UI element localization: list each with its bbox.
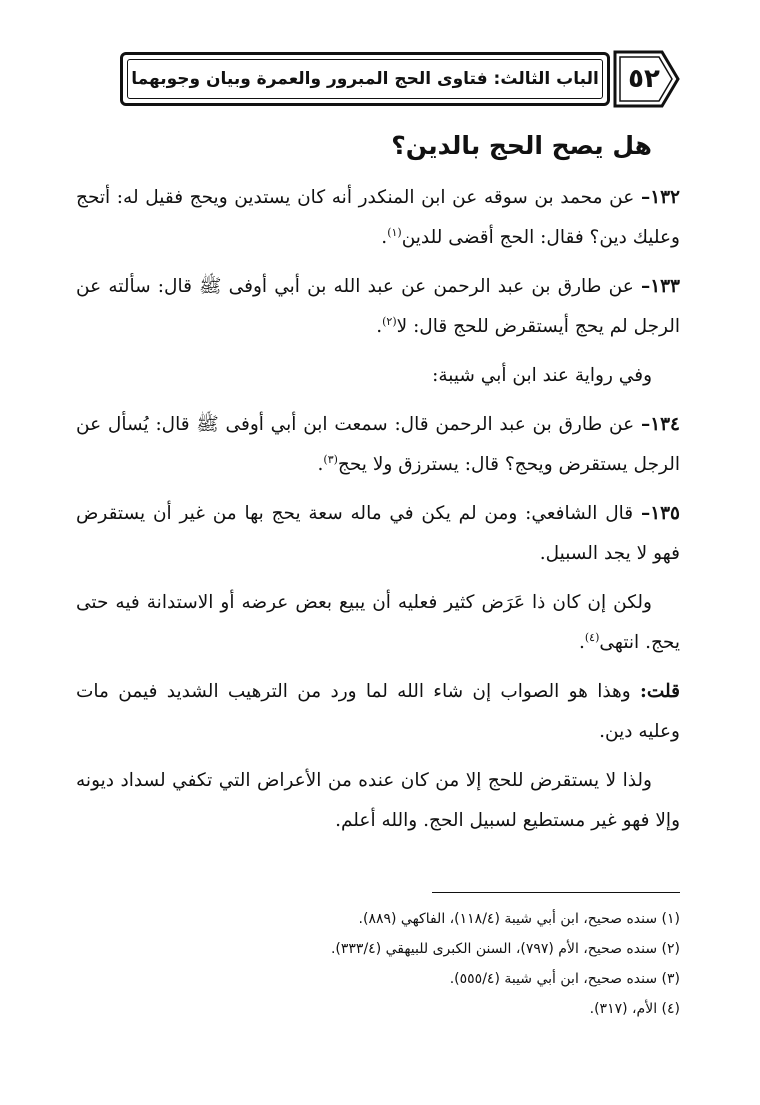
footnote-1: (١) سنده صحيح، ابن أبي شيبة (١١٨/٤)، الفاكهي (٨٨٩). xyxy=(358,911,680,927)
note-text: وهذا هو الصواب إن شاء الله لما ورد من الترهيب الشديد فيمن مات وعليه دين. xyxy=(76,681,680,742)
entry-number: ١٣٥– xyxy=(640,503,680,524)
entry-text: عن محمد بن سوقه عن ابن المنكدر أنه كان يستدين ويحج فقيل له: أتحج وعليك دين؟ فقال: الحج أقضى للدين xyxy=(76,187,680,248)
closing-paragraph: ولذا لا يستقرض للحج إلا من كان عنده من الأعراض التي تكفي لسداد ديونه وإلا فهو غير مستطيع لسبيل الحج. والله أعلم. xyxy=(76,770,680,831)
footnote-ref: (٢) xyxy=(382,314,397,328)
entry-punct: . xyxy=(376,316,383,337)
continuation-paragraph xyxy=(76,583,680,663)
footnote-ref: (١) xyxy=(387,225,402,239)
narration-intro: وفي رواية عند ابن أبي شيبة: xyxy=(432,365,652,386)
entry-134 xyxy=(76,405,680,485)
author-note xyxy=(76,672,680,752)
entry-135 xyxy=(76,494,680,574)
page-body xyxy=(76,120,680,850)
entry-132 xyxy=(76,178,680,258)
footnote-separator xyxy=(432,892,680,893)
page-number: ٥٢ xyxy=(628,64,660,94)
entry-133 xyxy=(76,267,680,347)
page-number-tab xyxy=(612,46,682,112)
entry-text: قال الشافعي: ومن لم يكن في ماله سعة يحج بها من غير أن يستقرض فهو لا يجد السبيل. xyxy=(76,503,680,564)
footnote-ref: (٤) xyxy=(584,630,600,644)
chapter-title: الباب الثالث: فتاوى الحج المبرور والعمرة وبيان وجوبهما xyxy=(131,69,599,89)
entry-number: ١٣٢– xyxy=(640,187,680,208)
paragraph-text: ولكن إن كان ذا عَرَض كثير فعليه أن يبيع بعض عرضه أو الاستدانة فيه حتى يحج. انتهى xyxy=(76,592,680,653)
note-lead: قلت: xyxy=(640,681,680,702)
section-title: هل يصح الحج بالدين؟ xyxy=(391,131,652,160)
entry-number: ١٣٤– xyxy=(640,414,680,435)
page-header xyxy=(120,46,682,112)
footnote-ref: (٣) xyxy=(323,452,338,466)
entry-punct: . xyxy=(381,227,388,248)
entry-number: ١٣٣– xyxy=(640,276,680,297)
entry-punct: . xyxy=(317,454,324,475)
paragraph-punct: . xyxy=(578,632,585,653)
footnote-4: (٤) الأم، (٣١٧). xyxy=(589,1001,680,1017)
footnote-3: (٣) سنده صحيح، ابن أبي شيبة (٥٥٥/٤). xyxy=(449,971,680,987)
entry-text: عن طارق بن عبد الرحمن قال: سمعت ابن أبي أوفى ﷺ قال: يُسأل عن الرجل يستقرض ويحج؟ قال: يسترزق ولا يحج xyxy=(76,414,680,475)
footnotes xyxy=(180,904,680,1024)
footnote-2: (٢) سنده صحيح، الأم (٧٩٧)، السنن الكبرى للبيهقي (٣٣٣/٤). xyxy=(330,941,680,957)
entry-text: عن طارق بن عبد الرحمن عن عبد الله بن أبي أوفى ﷺ قال: سألته عن الرجل لم يحج أيستقرض للحج قال: لا xyxy=(76,276,680,337)
